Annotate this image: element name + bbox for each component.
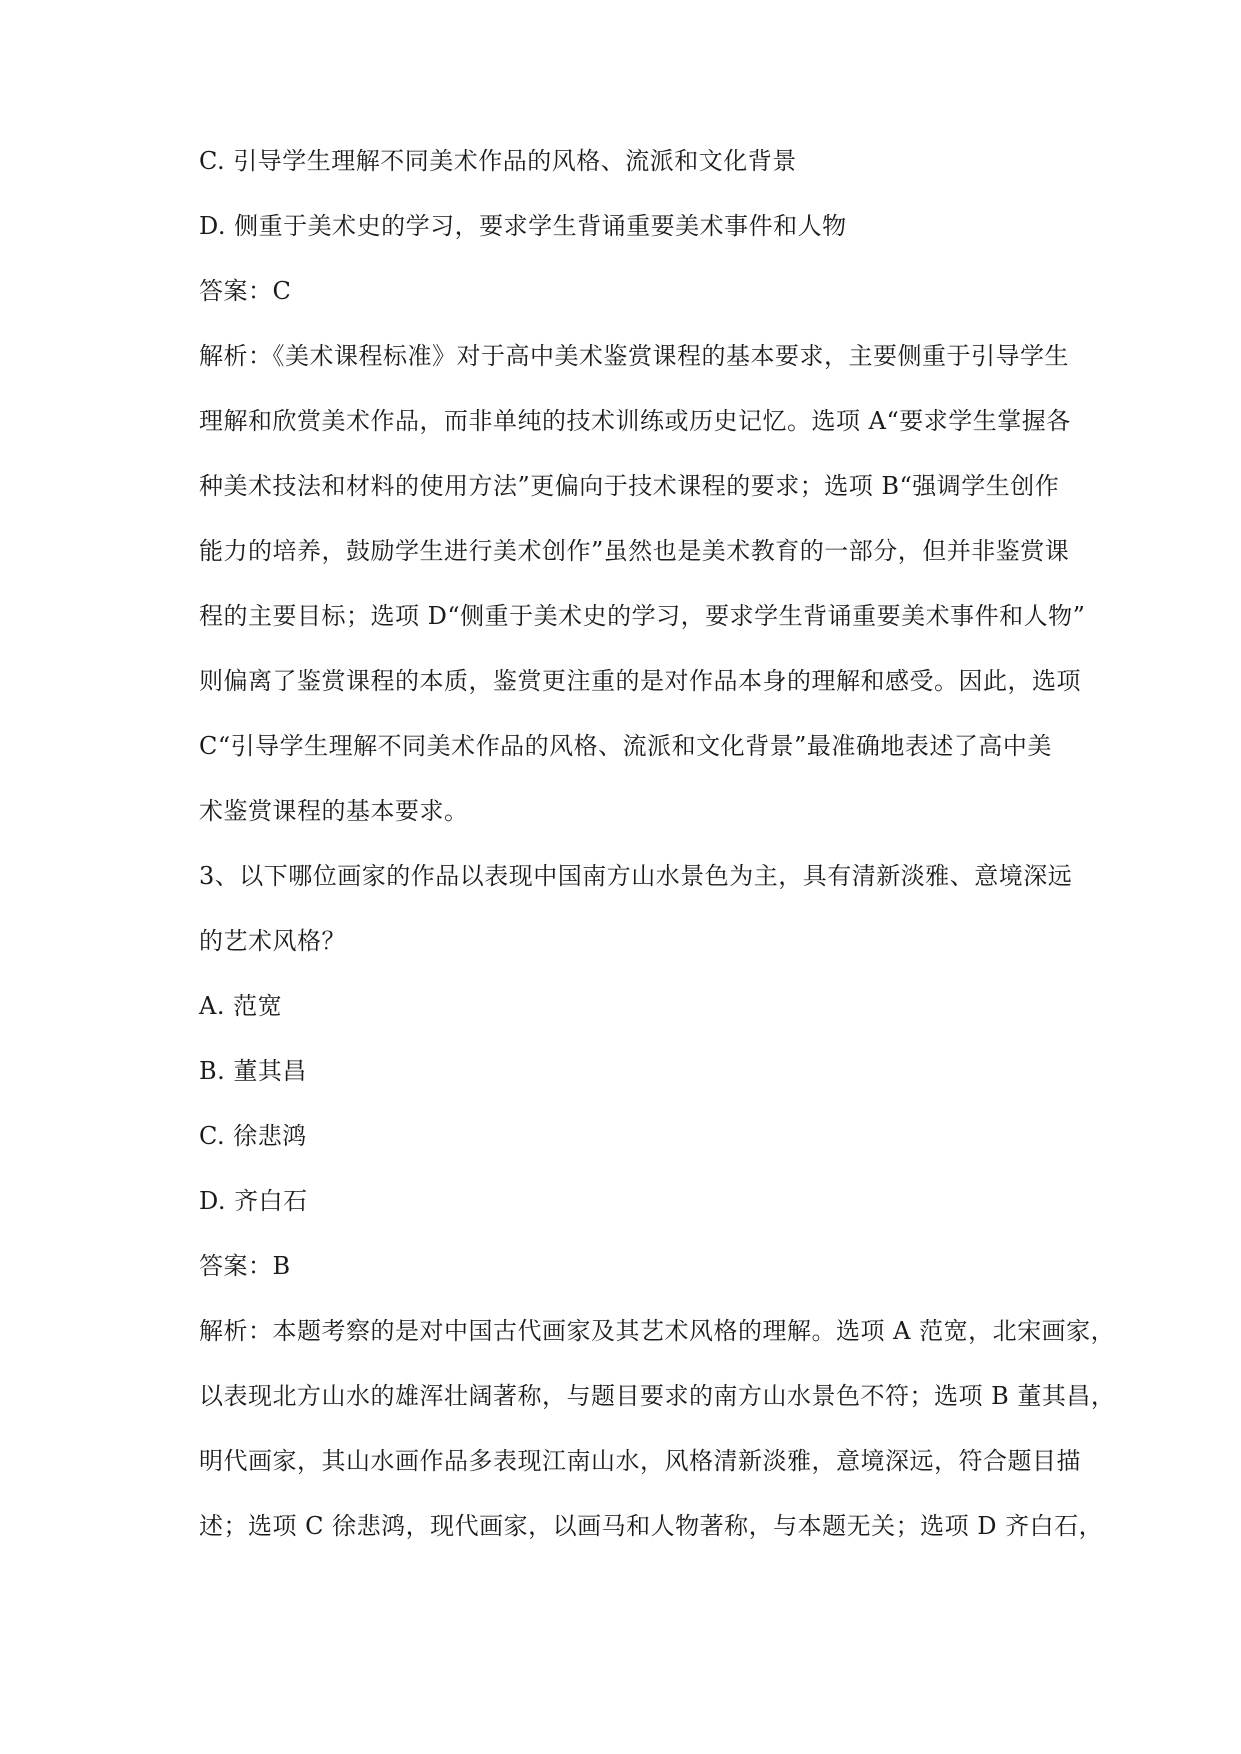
analysis-paragraph [199,338,1099,858]
answer: 答案：B [199,1252,291,1280]
analysis-line: C“引导学生理解不同美术作品的风格、流派和文化背景”最准确地表述了高中美 [199,732,1052,760]
analysis-line: 术鉴赏课程的基本要求。 [199,797,469,825]
option-c: C. 引导学生理解不同美术作品的风格、流派和文化背景 [199,147,797,175]
analysis-paragraph [199,1313,1116,1573]
option-a: A. 范宽 [199,992,283,1020]
option-d: D. 侧重于美术史的学习，要求学生背诵重要美术事件和人物 [199,212,847,240]
option-b: B. 董其昌 [199,1057,307,1085]
analysis-line: 理解和欣赏美术作品，而非单纯的技术训练或历史记忆。选项 A“要求学生掌握各 [199,407,1071,435]
analysis-line: 述；选项 C 徐悲鸿，现代画家，以画马和人物著称，与本题无关；选项 D 齐白石， [199,1512,1104,1540]
analysis-line: 则偏离了鉴赏课程的本质，鉴赏更注重的是对作品本身的理解和感受。因此，选项 [199,667,1081,695]
analysis-line: 以表现北方山水的雄浑壮阔著称，与题目要求的南方山水景色不符；选项 B 董其昌， [199,1382,1116,1410]
question-stem-line: 的艺术风格？ [199,927,346,955]
question-stem-line: 3、以下哪位画家的作品以表现中国南方山水景色为主，具有清新淡雅、意境深远 [199,862,1073,890]
analysis-line: 种美术技法和材料的使用方法”更偏向于技术课程的要求；选项 B“强调学生创作 [199,472,1060,500]
analysis-line: 明代画家，其山水画作品多表现江南山水，风格清新淡雅，意境深远，符合题目描 [199,1447,1081,1475]
document-body [199,143,1116,1573]
option-d: D. 齐白石 [199,1187,308,1215]
analysis-line: 解析：《美术课程标准》对于高中美术鉴赏课程的基本要求，主要侧重于引导学生 [199,342,1069,370]
question-3-stem [199,858,1099,988]
analysis-line: 程的主要目标；选项 D“侧重于美术史的学习，要求学生背诵重要美术事件和人物” [199,602,1086,630]
analysis-line: 解析：本题考察的是对中国古代画家及其艺术风格的理解。选项 A 范宽，北宋画家， [199,1317,1116,1345]
answer: 答案：C [199,277,292,305]
option-c: C. 徐悲鸿 [199,1122,307,1150]
analysis-line: 能力的培养，鼓励学生进行美术创作”虽然也是美术教育的一部分，但并非鉴赏课 [199,537,1070,565]
